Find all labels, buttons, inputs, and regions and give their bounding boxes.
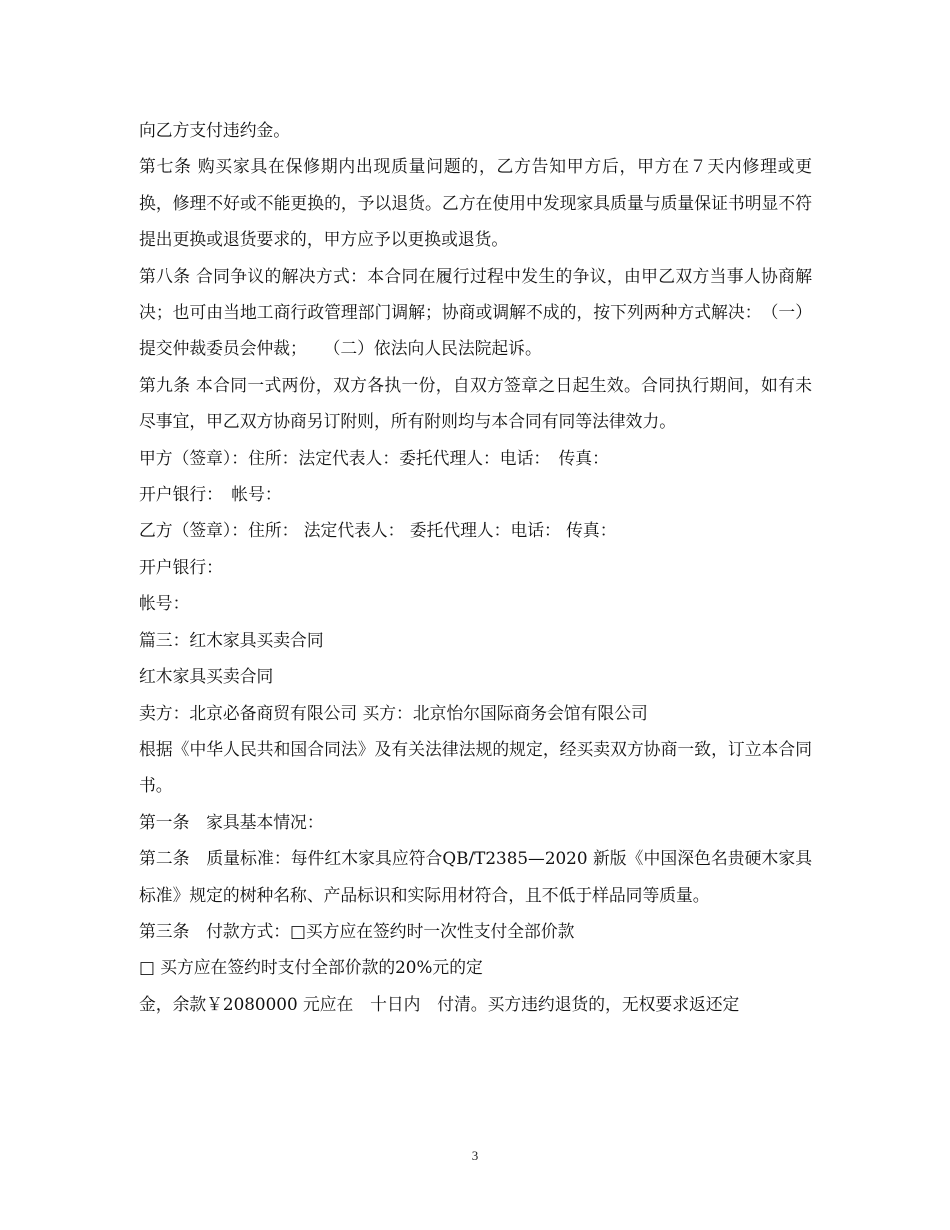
paragraph-preamble: 根据《中华人民共和国合同法》及有关法律法规的规定，经买卖双方协商一致，订立本合同书。 (139, 738, 812, 796)
payment-balance-line: 金，余款￥2080000 元应在 十日内 付清。买方违约退货的，无权要求返还定 (139, 993, 740, 1014)
party-a-signature-line: 甲方（签章）：住所：法定代表人：委托代理人：电话： 传真： (139, 447, 609, 468)
paragraph-article-8: 第八条 合同争议的解决方式：本合同在履行过程中发生的争议，由甲乙双方当事人协商解决；也可由当地工商行政管理部门调解；协商或调解不成的，按下列两种方式解决： （一）提交仲裁委员会仲裁； （二）依法向人民法院起诉。 (139, 265, 812, 359)
paragraph-article-9: 第九条 本合同一式两份，双方各执一份，自双方签章之日起生效。合同执行期间，如有未尽事宜，甲乙双方协商另订附则，所有附则均与本合同有同等法律效力。 (139, 374, 812, 432)
party-b-account-line: 帐号： (139, 593, 190, 614)
party-b-bank-line: 开户银行： (139, 556, 223, 577)
document-body (139, 112, 812, 1022)
page-number: 3 (471, 1148, 479, 1163)
party-b-signature-line: 乙方（签章）：住所： 法定代表人： 委托代理人：电话： 传真： (139, 520, 617, 541)
paragraph-article-2: 第二条 质量标准：每件红木家具应符合QB/T2385—2020 新版《中国深色名贵硬木家具标准》规定的树种名称、产品标识和实际用材符合，且不低于样品同等质量。 (139, 848, 812, 905)
party-a-bank-line: 开户银行： 帐号： (139, 484, 282, 505)
section-heading: 篇三：红木家具买卖合同 (139, 629, 324, 650)
paragraph-article-1: 第一条 家具基本情况： (139, 811, 324, 832)
seller-buyer-line: 卖方：北京必备商贸有限公司 买方：北京怡尔国际商务会馆有限公司 (139, 702, 648, 723)
payment-option-deposit: □ 买方应在签约时支付全部价款的20%元的定 (139, 957, 483, 978)
paragraph-article-7: 第七条 购买家具在保修期内出现质量问题的，乙方告知甲方后，甲方在７天内修理或更换，修理不好或不能更换的，予以退货。乙方在使用中发现家具质量与质量保证书明显不符提出更换或退货要求的，甲方应予以更换或退货。 (139, 156, 812, 250)
contract-title: 红木家具买卖合同 (139, 666, 274, 687)
paragraph-article-3: 第三条 付款方式：□买方应在签约时一次性支付全部价款 (139, 920, 575, 941)
paragraph-penalty-end: 向乙方支付违约金。 (139, 120, 291, 140)
